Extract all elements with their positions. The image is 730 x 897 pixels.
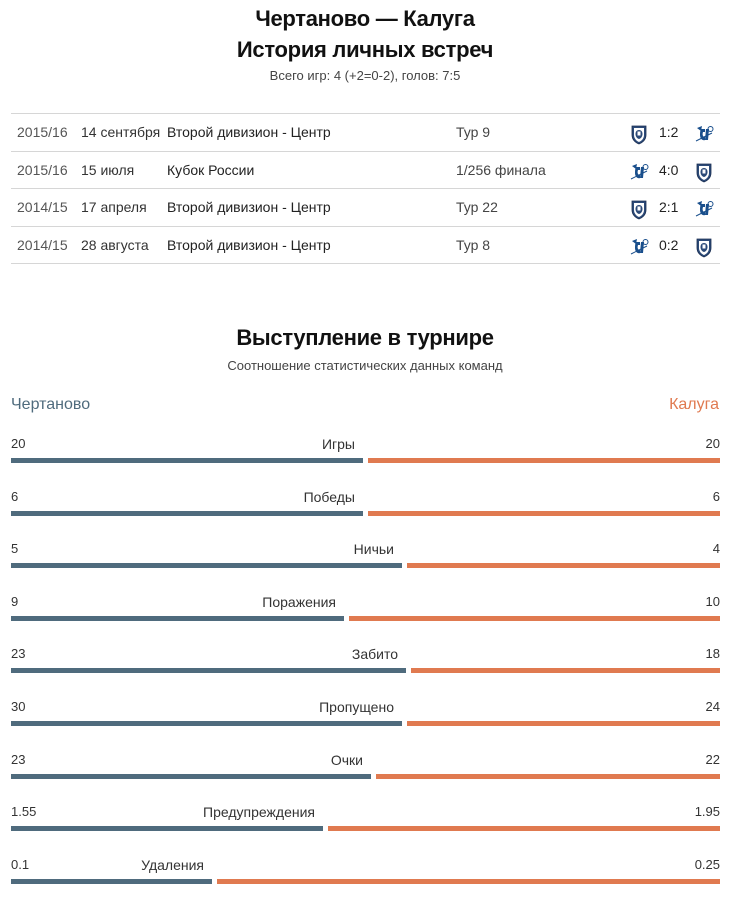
stat-bar-left: [11, 511, 363, 516]
stat-label: Предупреждения: [203, 804, 315, 821]
kaluga-logo-icon[interactable]: [693, 235, 715, 257]
performance-header: [0, 322, 730, 373]
h2h-heading: История личных встреч: [236, 37, 494, 62]
performance-subtitle: Соотношение статистических данных команд: [227, 358, 503, 373]
match-row[interactable]: [11, 189, 720, 227]
stat-label: Ничьи: [353, 541, 394, 558]
stat-row: [11, 646, 720, 686]
stat-bar-right: [407, 563, 720, 568]
stat-bar-left: [11, 774, 371, 779]
stat-value-left: 1.55: [11, 804, 37, 820]
h2h-summary: Всего игр: 4 (+2=0-2), голов: 7:5: [269, 68, 461, 83]
chertanovo-logo-icon[interactable]: [628, 235, 650, 257]
stat-value-right: 6: [712, 488, 720, 504]
match-score[interactable]: 2:1: [659, 199, 679, 215]
stat-value-left: 20: [11, 436, 26, 451]
stat-value-left: 6: [11, 488, 19, 504]
match-round: Тур 22: [456, 199, 498, 215]
match-season: 2014/15: [17, 199, 68, 215]
stat-bar-right: [349, 616, 720, 621]
stat-label: Очки: [330, 751, 363, 768]
stat-bar-left: [11, 826, 323, 831]
stat-label: Пропущено: [319, 699, 394, 715]
stat-bar-right: [368, 458, 720, 463]
match-tournament[interactable]: Второй дивизион - Центр: [167, 124, 331, 140]
match-tournament[interactable]: Второй дивизион - Центр: [167, 199, 331, 215]
match-tournament[interactable]: Кубок России: [167, 161, 255, 178]
match-date: 17 апреля: [81, 199, 147, 215]
match-date: 15 июля: [81, 161, 135, 178]
stat-value-right: 1.95: [694, 804, 720, 820]
stat-value-right: 20: [705, 436, 720, 451]
stat-row: [11, 489, 720, 529]
match-round: Тур 9: [456, 124, 491, 140]
stat-value-right: 18: [705, 646, 720, 662]
stat-row: [11, 804, 720, 844]
stat-bar-right: [368, 511, 720, 516]
team-right-name[interactable]: Калуга: [669, 396, 719, 413]
stat-bar-left: [11, 563, 402, 568]
stat-value-left: 9: [11, 593, 19, 609]
team-left-name[interactable]: Чертаново: [11, 396, 91, 413]
stat-bar-left: [11, 668, 406, 673]
stat-value-right: 4: [712, 541, 720, 557]
stat-row: [11, 699, 720, 739]
chertanovo-logo-icon[interactable]: [693, 197, 715, 219]
match-round: Тур 8: [456, 236, 491, 253]
stat-bar-right: [411, 668, 720, 673]
stat-bar-left: [11, 458, 363, 463]
stat-value-left: 30: [11, 699, 26, 714]
stat-value-right: 0.25: [694, 856, 720, 872]
kaluga-logo-icon[interactable]: [628, 197, 650, 219]
match-tournament[interactable]: Второй дивизион - Центр: [167, 236, 331, 253]
stat-bar-left: [11, 616, 344, 621]
match-season: 2015/16: [17, 161, 68, 178]
stat-row: [11, 594, 720, 634]
match-score[interactable]: 1:2: [659, 124, 679, 140]
stat-value-left: 5: [11, 541, 19, 557]
stat-row: [11, 857, 720, 897]
stat-value-right: 24: [705, 699, 720, 714]
match-season: 2015/16: [17, 124, 68, 140]
match-score[interactable]: 0:2: [659, 236, 679, 253]
stat-bar-left: [11, 879, 212, 884]
stat-label: Победы: [303, 488, 355, 505]
stat-label: Забито: [351, 646, 398, 663]
stat-row: [11, 436, 720, 476]
stat-bar-right: [328, 826, 720, 831]
match-score[interactable]: 4:0: [659, 161, 679, 178]
stat-row: [11, 752, 720, 792]
match-date: 14 сентября: [81, 124, 161, 140]
match-date: 28 августа: [81, 236, 149, 253]
kaluga-logo-icon[interactable]: [628, 122, 650, 144]
stat-bar-right: [407, 721, 720, 726]
match-round: 1/256 финала: [456, 161, 546, 178]
chertanovo-logo-icon[interactable]: [693, 122, 715, 144]
chertanovo-logo-icon[interactable]: [628, 160, 650, 182]
stat-value-left: 23: [11, 646, 26, 662]
h2h-table: [11, 113, 720, 264]
match-row[interactable]: [11, 152, 720, 190]
stat-value-right: 10: [705, 593, 720, 609]
stat-label: Поражения: [262, 593, 336, 610]
stat-bar-right: [376, 774, 720, 779]
match-season: 2014/15: [17, 236, 68, 253]
h2h-header: [0, 0, 730, 83]
stat-label: Игры: [321, 436, 355, 452]
stat-row: [11, 541, 720, 581]
stat-value-right: 22: [705, 751, 720, 767]
match-row[interactable]: [11, 227, 720, 265]
stat-label: Удаления: [141, 856, 204, 873]
stat-bar-left: [11, 721, 402, 726]
match-title: Чертаново — Калуга: [255, 6, 475, 31]
kaluga-logo-icon[interactable]: [693, 160, 715, 182]
stat-value-left: 0.1: [11, 856, 30, 872]
stat-bar-right: [217, 879, 720, 884]
match-row[interactable]: [11, 114, 720, 152]
performance-heading: Выступление в турнире: [236, 325, 494, 350]
stat-value-left: 23: [11, 751, 26, 767]
